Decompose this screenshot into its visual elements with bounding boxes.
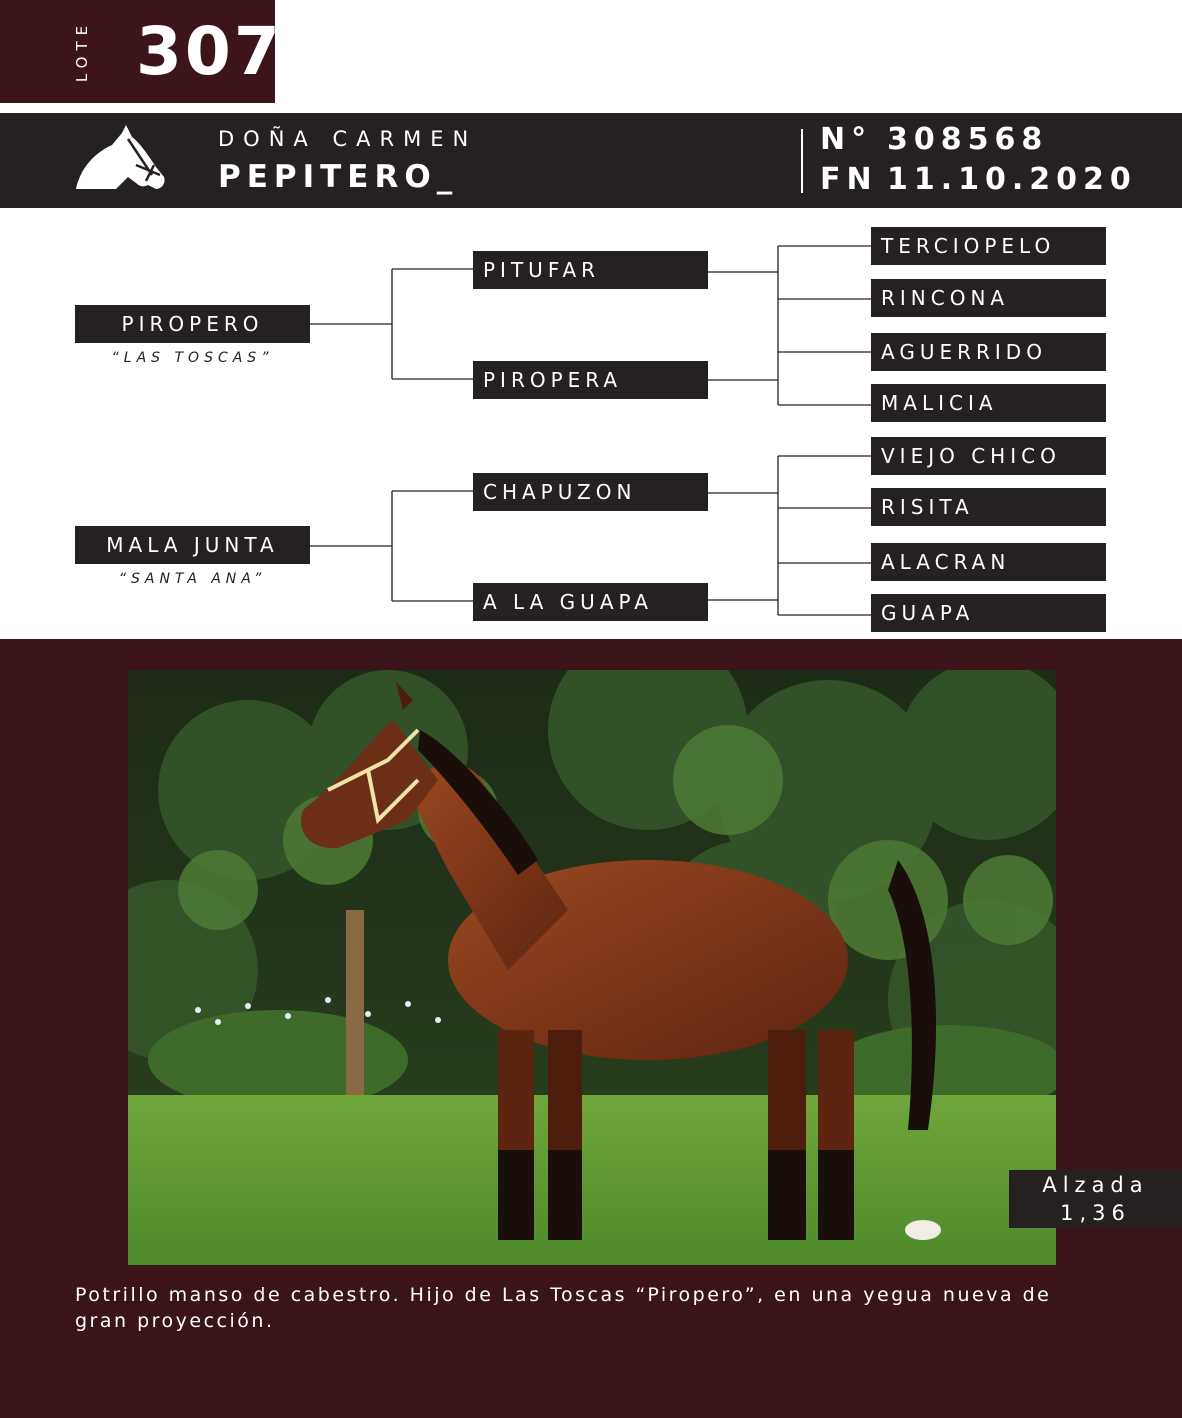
lot-label: LOTE	[73, 19, 91, 83]
lot-number: 307	[136, 13, 283, 90]
great-grandparent-box	[871, 594, 1106, 632]
registration-key: N°	[820, 122, 873, 157]
sire-dam-name: PIROPERA	[483, 368, 623, 392]
breeder-name: DOÑA CARMEN	[218, 127, 478, 151]
sire-sire-name: PITUFAR	[483, 258, 601, 282]
great-grandparent-box	[871, 488, 1106, 526]
horse-name: PEPITERO_	[218, 159, 459, 195]
great-grandparent-box	[871, 279, 1106, 317]
great-grandparent-box	[871, 384, 1106, 422]
birth-key: FN	[820, 162, 878, 197]
great-grandparent-box	[871, 333, 1106, 371]
alzada-badge	[1009, 1170, 1182, 1228]
great-grandparent-name: AGUERRIDO	[881, 340, 1047, 364]
dam-dam-name: A LA GUAPA	[483, 590, 653, 614]
great-grandparent-box	[871, 437, 1106, 475]
alzada-value: 1,36	[1060, 1201, 1131, 1225]
description-text: Potrillo manso de cabestro. Hijo de Las Toscas “Piropero”, en una yegua nueva de gran proyección.	[75, 1284, 1052, 1332]
birth-value: 11.10.2020	[887, 162, 1137, 197]
great-grandparent-name: GUAPA	[881, 601, 975, 625]
dam-sire-name: CHAPUZON	[483, 480, 637, 504]
sire-name: PIROPERO	[121, 312, 264, 336]
dam-box	[75, 526, 310, 564]
dam-name: MALA JUNTA	[106, 533, 279, 557]
great-grandparent-name: RISITA	[881, 495, 974, 519]
grandparent-box	[473, 361, 708, 399]
grandparent-box	[473, 583, 708, 621]
great-grandparent-name: MALICIA	[881, 391, 998, 415]
sire-box	[75, 305, 310, 343]
great-grandparent-name: ALACRAN	[881, 550, 1011, 574]
great-grandparent-name: TERCIOPELO	[881, 234, 1056, 258]
great-grandparent-name: VIEJO CHICO	[881, 444, 1061, 468]
registration-value: 308568	[887, 122, 1049, 157]
great-grandparent-box	[871, 227, 1106, 265]
dam-origin: “SANTA ANA”	[118, 571, 267, 587]
grandparent-box	[473, 473, 708, 511]
great-grandparent-name: RINCONA	[881, 286, 1010, 310]
photo-section	[0, 639, 1182, 1418]
horse-photo	[128, 670, 1056, 1265]
great-grandparent-box	[871, 543, 1106, 581]
sire-origin: “LAS TOSCAS”	[111, 350, 274, 366]
grandparent-box	[473, 251, 708, 289]
alzada-label: Alzada	[1042, 1173, 1149, 1197]
